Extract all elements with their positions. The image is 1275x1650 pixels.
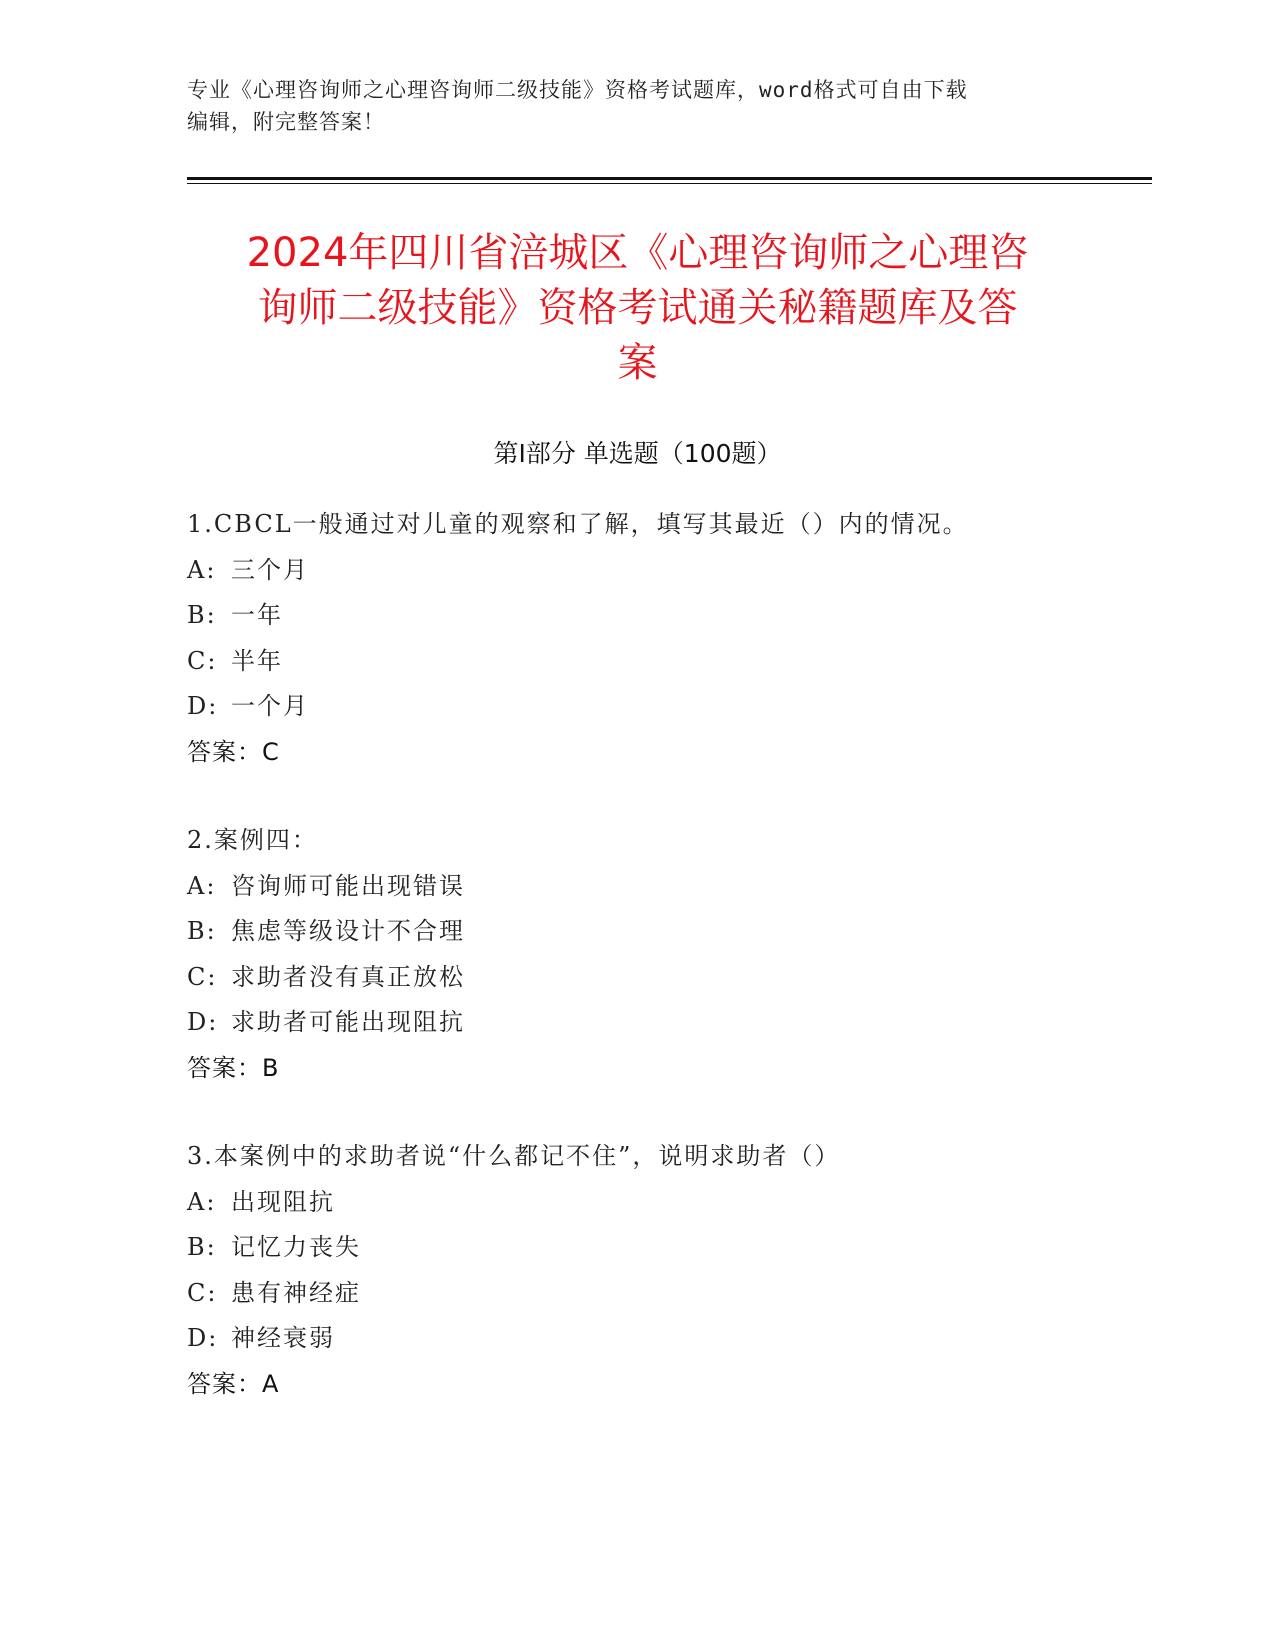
question-1	[187, 502, 1137, 775]
header-note-line-2: 编辑，附完整答案！	[187, 110, 385, 134]
option-text: 求助者可能出现阻抗	[231, 1008, 465, 1036]
option-d	[187, 684, 1137, 730]
option-text: 求助者没有真正放松	[231, 962, 465, 991]
option-c	[187, 955, 1137, 1001]
option-key: B:	[187, 601, 217, 629]
option-key: B:	[187, 917, 217, 945]
option-a	[187, 864, 1137, 910]
answer-line: 答案：C	[187, 737, 280, 766]
title-line-3: 案	[617, 340, 658, 386]
option-text: 三个月	[231, 555, 309, 584]
title-line-2: 询师二级技能》资格考试通关秘籍题库及答	[257, 285, 1018, 331]
option-text: 神经衰弱	[231, 1324, 335, 1352]
option-text: 出现阻抗	[231, 1187, 335, 1216]
header-divider-thin	[187, 183, 1152, 184]
option-key: A:	[187, 555, 217, 584]
option-key: D:	[187, 1324, 219, 1352]
option-b	[187, 1225, 1137, 1271]
option-key: D:	[187, 1008, 219, 1036]
option-text: 咨询师可能出现错误	[231, 871, 465, 900]
option-text: 一个月	[231, 692, 309, 720]
option-text: 焦虑等级设计不合理	[231, 917, 465, 945]
answer-line: 答案：A	[187, 1369, 280, 1398]
section-heading: 第Ⅰ部分 单选题（100题）	[493, 439, 782, 468]
header-note	[187, 74, 1087, 138]
header-note-line-1: 专业《心理咨询师之心理咨询师二级技能》资格考试题库，word格式可自由下载	[187, 78, 968, 102]
question-3	[187, 1134, 1137, 1407]
option-key: A:	[187, 1187, 217, 1216]
question-stem: 2.案例四：	[187, 826, 318, 854]
answer-line: 答案：B	[187, 1053, 280, 1082]
option-b	[187, 593, 1137, 639]
option-key: D:	[187, 692, 219, 720]
option-text: 一年	[231, 601, 283, 629]
header-divider-thick	[187, 177, 1152, 180]
option-key: C:	[187, 962, 218, 991]
option-key: C:	[187, 1278, 218, 1307]
option-text: 患有神经症	[231, 1278, 361, 1307]
option-d	[187, 1316, 1137, 1362]
document-title	[187, 226, 1088, 391]
option-a	[187, 548, 1137, 594]
question-2	[187, 818, 1137, 1091]
option-c	[187, 1271, 1137, 1317]
option-key: C:	[187, 646, 218, 675]
option-text: 记忆力丧失	[231, 1233, 361, 1261]
option-text: 半年	[231, 646, 283, 675]
question-stem: 3.本案例中的求助者说“什么都记不住”，说明求助者（）	[187, 1142, 841, 1170]
option-c	[187, 639, 1137, 685]
option-a	[187, 1180, 1137, 1226]
option-b	[187, 909, 1137, 955]
option-d	[187, 1000, 1137, 1046]
question-stem: 1.CBCL一般通过对儿童的观察和了解，填写其最近（）内的情况。	[187, 510, 969, 538]
title-line-1: 2024年四川省涪城区《心理咨询师之心理咨	[246, 230, 1029, 276]
option-key: A:	[187, 871, 217, 900]
option-key: B:	[187, 1233, 217, 1261]
